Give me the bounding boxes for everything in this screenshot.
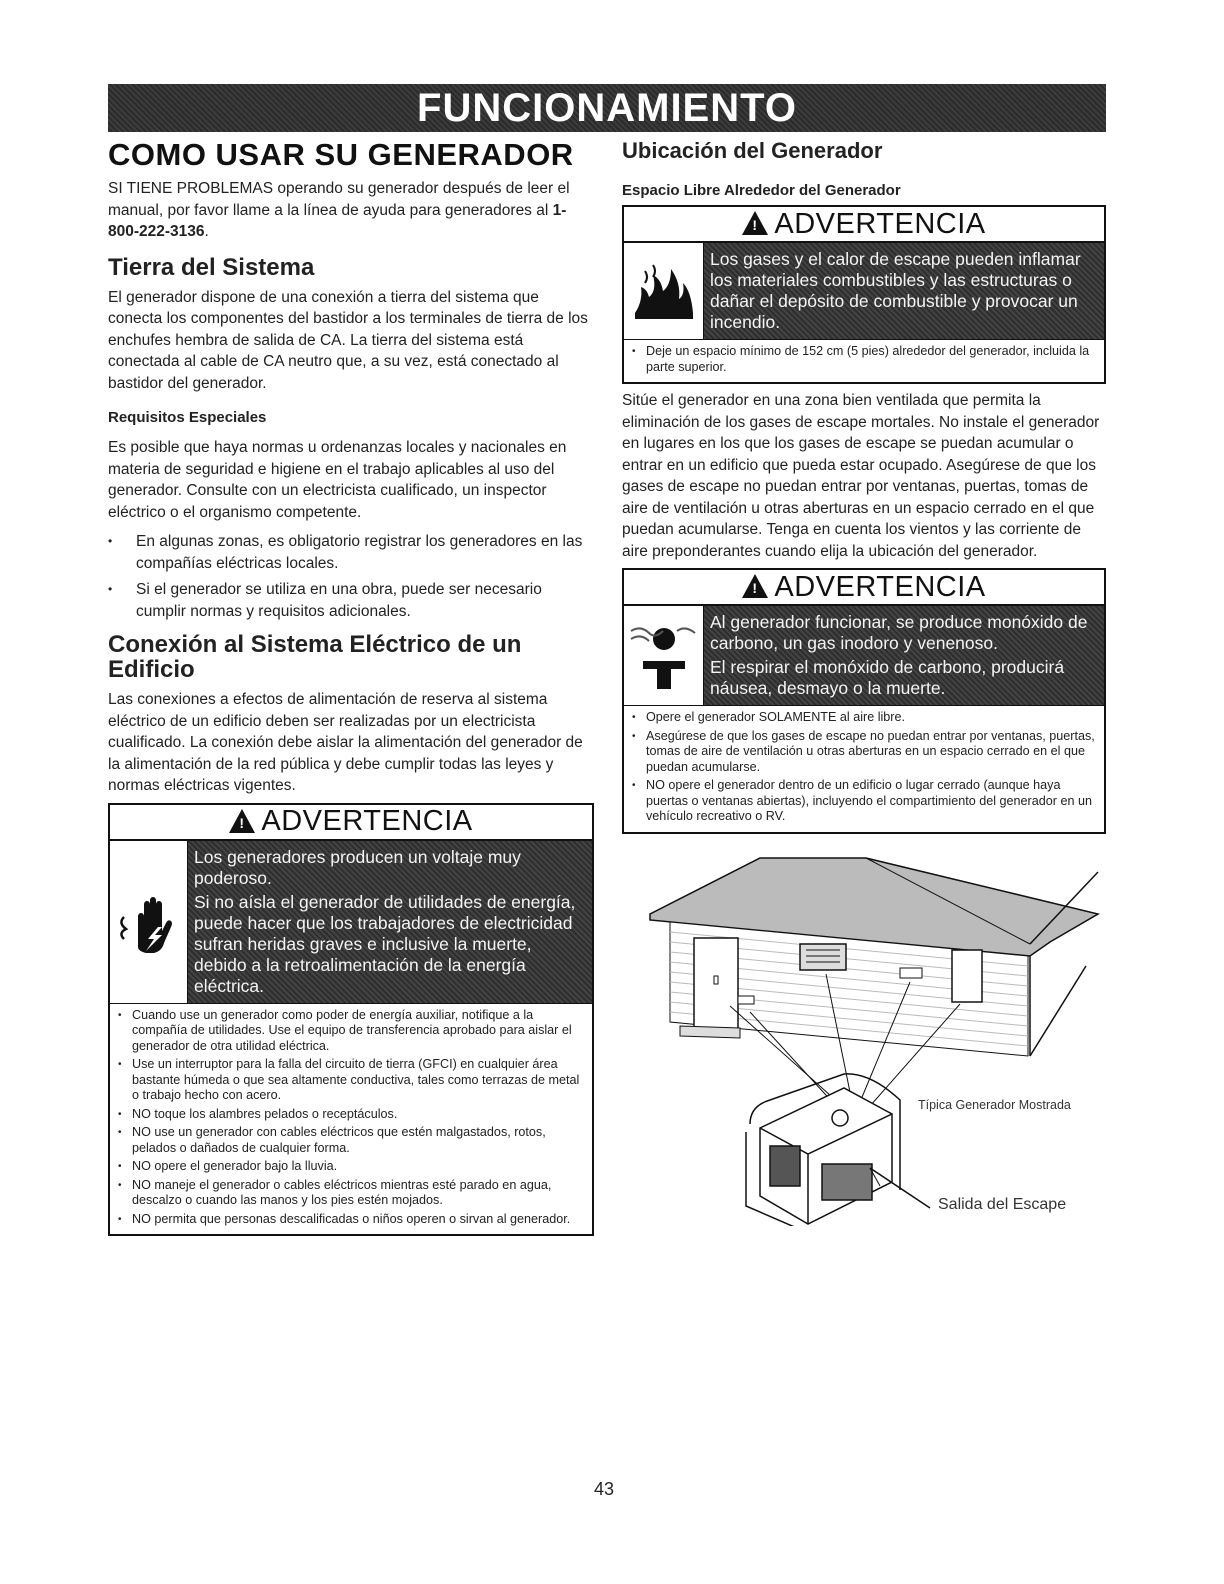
list-item: • NO opere el generador bajo la lluvia.: [116, 1159, 586, 1175]
warning-body: [624, 606, 1104, 706]
warning-bullets: [110, 1004, 592, 1235]
caption-typical-generator: Típica Generador Mostrada: [918, 1098, 1071, 1112]
warning-box-carbon-monoxide: [622, 568, 1106, 834]
caption-exhaust-outlet: Salida del Escape: [938, 1196, 1067, 1213]
conexion-title: Conexión al Sistema Eléctrico de un Edificio: [108, 631, 522, 683]
warning-dark-panel: [188, 841, 592, 1003]
helpline-phone: 1-800-222-3136: [108, 201, 567, 240]
situe-paragraph: Sitúe el generador en una zona bien ventilada que permita la eliminación de los gases de escape mortales. No instale el generador en lugares en los que los gases de escape se puedan acumular o entrar en un edificio que pueda estar ocupado. Asegúrese de que los gases de escape no puedan entrar por ventanas, puertas, tomas de aire de ventilación u otras aberturas en un espacio cerrado en el que puedan acumularse. Tenga en cuenta los vientos y las corriente de aire preponderantes cuando elija la ubicación del generador.: [622, 392, 1100, 560]
list-item: • Deje un espacio mínimo de 152 cm (5 pies) alrededor del generador, incluida la parte superior.: [630, 344, 1098, 375]
list-item: • En algunas zonas, es obligatorio registrar los generadores en las compañías eléctricas locales.: [108, 531, 594, 574]
list-item: • NO toque los alambres pelados o receptáculos.: [116, 1107, 586, 1123]
warning-dark-panel: [704, 606, 1104, 705]
espacio-title: Espacio Libre Alrededor del Generador: [622, 182, 901, 199]
conexion-paragraph: Las conexiones a efectos de alimentación de reserva al sistema eléctrico de un edificio deben ser realizadas por un electricista cualificado. La conexión debe aislar la alimentación del generador de la alimentación de la red pública y debe cumplir todas las leyes y normas eléctricas vigentes.: [108, 691, 583, 794]
toxic-fumes-icon: [624, 606, 704, 705]
electric-shock-icon: [110, 841, 188, 1003]
warning-triangle-icon: [229, 809, 255, 833]
list-item: • Use un interruptor para la falla del circuito de tierra (GFCI) en cualquier área bastante húmeda o que sea altamente conductiva, tales como terrazas de metal o trabajo hecho con acero.: [116, 1057, 586, 1104]
intro-paragraph: [108, 178, 594, 243]
fire-icon: [624, 243, 704, 339]
warning-title-text: ADVERTENCIA: [774, 570, 986, 603]
warning-dark-panel: [704, 243, 1104, 339]
list-item: • NO opere el generador dentro de un edificio o lugar cerrado (aunque haya puertas o ventanas abiertas), incluyendo el compartimiento del generador en un vehículo recreativo o RV.: [630, 778, 1098, 825]
warning-body: [624, 243, 1104, 340]
intro-text: SI TIENE PROBLEMAS operando su generador después de leer el manual, por favor llame a la línea de ayuda para generadores al: [108, 180, 570, 219]
list-item: • NO maneje el generador o cables eléctricos mientras esté parado en agua, descalzo o cuando las manos y los pies estén mojados.: [116, 1178, 586, 1209]
warning-triangle-icon: [742, 211, 768, 235]
warning-bullets: [624, 706, 1104, 832]
warning-title-text: ADVERTENCIA: [261, 805, 473, 837]
list-item: • Opere el generador SOLAMENTE al aire libre.: [630, 710, 1098, 726]
section-banner: [108, 84, 1106, 132]
requisitos-paragraph: Es posible que haya normas u ordenanzas locales y nacionales en materia de seguridad e higiene en el trabajo aplicables al uso del generador. Consulte con un electricista cualificado, un inspector eléctrico o el organismo competente.: [108, 439, 567, 521]
warning-triangle-icon: [742, 574, 768, 598]
page-number: 43: [594, 1479, 615, 1499]
ubicacion-title: Ubicación del Generador: [622, 138, 883, 163]
tierra-paragraph: El generador dispone de una conexión a tierra del sistema que conecta los componentes del bastidor a los terminales de tierra de los enchufes hembra de salida de CA. La tierra del sistema está conectada al cable de CA neutro que, a su vez, está conectado al bastidor del generador.: [108, 288, 588, 392]
warning-title-text: ADVERTENCIA: [774, 207, 986, 240]
intro-end: .: [204, 223, 209, 240]
warning-line: Al generador funcionar, se produce monóxido de carbono, un gas inodoro y venenoso.: [710, 612, 1088, 653]
warning-title: [624, 570, 1104, 606]
left-column: [108, 138, 594, 1236]
generator-placement-illustration: [630, 856, 1100, 1231]
warning-box-electric: [108, 803, 594, 1237]
main-title: COMO USAR SU GENERADOR: [108, 137, 574, 172]
list-item: • Cuando use un generador como poder de energía auxiliar, notifique a la compañía de utilidades. Use el equipo de transferencia aprobado para aislar el generador de otra utilidad eléctrica.: [116, 1008, 586, 1055]
list-item: • Si el generador se utiliza en una obra, puede ser necesario cumplir normas y requisitos adicionales.: [108, 579, 594, 622]
warning-bullets: [624, 340, 1104, 382]
warning-line: Los generadores producen un voltaje muy poderoso.: [194, 846, 521, 888]
list-item: • Asegúrese de que los gases de escape no puedan entrar por ventanas, puertas, tomas de aire de ventilación u otras aberturas en un espacio cerrado en el que puedan acumularse.: [630, 729, 1098, 776]
warning-line: Los gases y el calor de escape pueden inflamar los materiales combustibles y las estructuras o dañar el depósito de combustible y provocar un incendio.: [710, 249, 1081, 332]
right-column: [622, 138, 1106, 834]
requisitos-list: [108, 531, 594, 622]
warning-line: El respirar el monóxido de carbono, producirá náusea, desmayo o la muerte.: [710, 657, 1065, 698]
warning-title: [110, 805, 592, 841]
warning-body: [110, 841, 592, 1004]
list-item: • NO permita que personas descalificadas o niños operen o sirvan al generador.: [116, 1212, 586, 1228]
tierra-title: Tierra del Sistema: [108, 253, 315, 281]
banner-title: FUNCIONAMIENTO: [417, 85, 797, 130]
warning-title: [624, 207, 1104, 243]
requisitos-title: Requisitos Especiales: [108, 409, 267, 426]
list-item: • NO use un generador con cables eléctricos que estén malgastados, rotos, pelados o dañados de cualquier forma.: [116, 1125, 586, 1156]
warning-box-fire: [622, 205, 1106, 384]
warning-line: Si no aísla el generador de utilidades de energía, puede hacer que los trabajadores de electricidad sufran heridas graves e inclusive la muerte, debido a la retroalimentación de la energía eléctrica.: [194, 891, 576, 996]
